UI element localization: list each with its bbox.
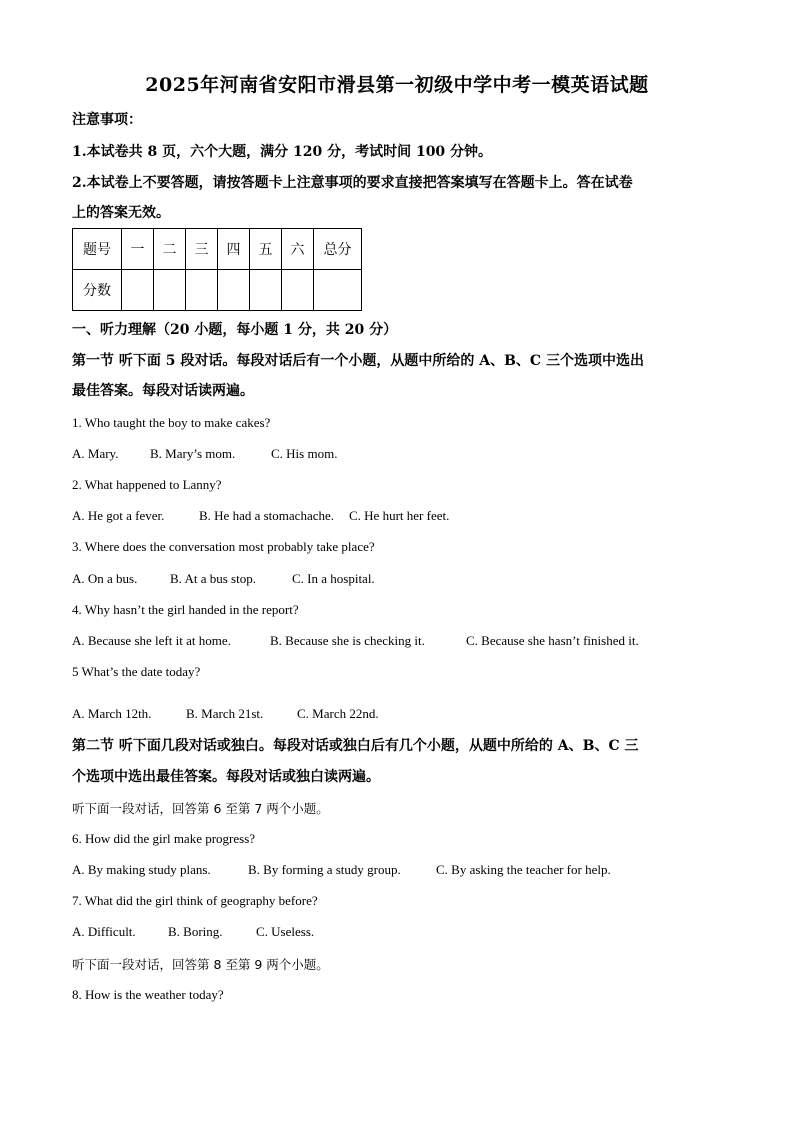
notice-item-2-line-2: 上的答案无效。 bbox=[72, 205, 170, 221]
score-header-cell: 六 bbox=[282, 229, 314, 270]
score-table bbox=[72, 228, 362, 311]
section-heading: 一、听力理解（20 小题，每小题 1 分，共 20 分） bbox=[72, 322, 398, 338]
option-c: C. In a hospital. bbox=[292, 571, 375, 586]
option-b: B. He had a stomachache. bbox=[199, 508, 335, 523]
score-cell bbox=[218, 270, 250, 311]
notice-heading: 注意事项： bbox=[72, 112, 142, 128]
part1-instructions-line-1: 第一节 听下面 5 段对话。每段对话后有一个小题，从题中所给的 A、B、C 三个选项中选出 bbox=[72, 353, 644, 369]
question-stem: 1. Who taught the boy to make cakes? bbox=[72, 415, 271, 430]
option-c: C. By asking the teacher for help. bbox=[436, 862, 611, 877]
option-c: C. March 22nd. bbox=[297, 706, 379, 721]
score-cell bbox=[314, 270, 362, 311]
score-table-header-row bbox=[73, 229, 362, 270]
score-header-cell: 四 bbox=[218, 229, 250, 270]
part1-instructions-line-2: 最佳答案。每段对话读两遍。 bbox=[72, 383, 254, 399]
score-header-cell: 题号 bbox=[73, 229, 122, 270]
option-b: B. By forming a study group. bbox=[248, 862, 401, 877]
score-cell bbox=[122, 270, 154, 311]
question-stem: 6. How did the girl make progress? bbox=[72, 831, 256, 846]
option-a: A. By making study plans. bbox=[72, 862, 211, 877]
option-a: A. Mary. bbox=[72, 446, 119, 461]
score-header-cell: 二 bbox=[154, 229, 186, 270]
option-a: A. On a bus. bbox=[72, 571, 138, 586]
dialogue-intro: 听下面一段对话，回答第 6 至第 7 两个小题。 bbox=[72, 801, 329, 816]
question-stem: 4. Why hasn’t the girl handed in the report? bbox=[72, 602, 299, 617]
score-cell bbox=[250, 270, 282, 311]
option-b: B. Because she is checking it. bbox=[270, 633, 425, 648]
option-a: A. March 12th. bbox=[72, 706, 152, 721]
option-b: B. Mary’s mom. bbox=[150, 446, 236, 461]
option-b: B. Boring. bbox=[168, 924, 223, 939]
notice-item-2-line-1: 2.本试卷上不要答题，请按答题卡上注意事项的要求直接把答案填写在答题卡上。答在试卷 bbox=[72, 175, 633, 191]
score-cell bbox=[186, 270, 218, 311]
question-stem: 8. How is the weather today? bbox=[72, 987, 224, 1002]
question-stem: 5 What’s the date today? bbox=[72, 664, 201, 679]
exam-title: 2025年河南省安阳市滑县第一初级中学中考一模英语试题 bbox=[145, 74, 649, 96]
option-c: C. Useless. bbox=[256, 924, 315, 939]
option-a: A. He got a fever. bbox=[72, 508, 165, 523]
score-header-cell: 总分 bbox=[314, 229, 362, 270]
option-c: C. His mom. bbox=[271, 446, 338, 461]
score-header-cell: 五 bbox=[250, 229, 282, 270]
score-table-score-row bbox=[73, 270, 362, 311]
score-cell bbox=[154, 270, 186, 311]
part2-instructions-line-1: 第二节 听下面几段对话或独白。每段对话或独白后有几个小题，从题中所给的 A、B、C 三 bbox=[72, 738, 639, 754]
score-header-cell: 一 bbox=[122, 229, 154, 270]
option-b: B. March 21st. bbox=[186, 706, 264, 721]
score-cell bbox=[282, 270, 314, 311]
question-stem: 2. What happened to Lanny? bbox=[72, 477, 222, 492]
score-header-cell: 三 bbox=[186, 229, 218, 270]
question-stem: 3. Where does the conversation most probably take place? bbox=[72, 539, 375, 554]
option-c: C. Because she hasn’t finished it. bbox=[466, 633, 639, 648]
option-b: B. At a bus stop. bbox=[170, 571, 256, 586]
dialogue-intro: 听下面一段对话，回答第 8 至第 9 两个小题。 bbox=[72, 957, 329, 972]
question-stem: 7. What did the girl think of geography before? bbox=[72, 893, 318, 908]
option-a: A. Because she left it at home. bbox=[72, 633, 231, 648]
option-c: C. He hurt her feet. bbox=[349, 508, 450, 523]
notice-item-1: 1.本试卷共 8 页，六个大题，满分 120 分，考试时间 100 分钟。 bbox=[72, 144, 493, 160]
option-a: A. Difficult. bbox=[72, 924, 136, 939]
part2-instructions-line-2: 个选项中选出最佳答案。每段对话或独白读两遍。 bbox=[72, 769, 380, 785]
score-row-label: 分数 bbox=[73, 270, 122, 311]
